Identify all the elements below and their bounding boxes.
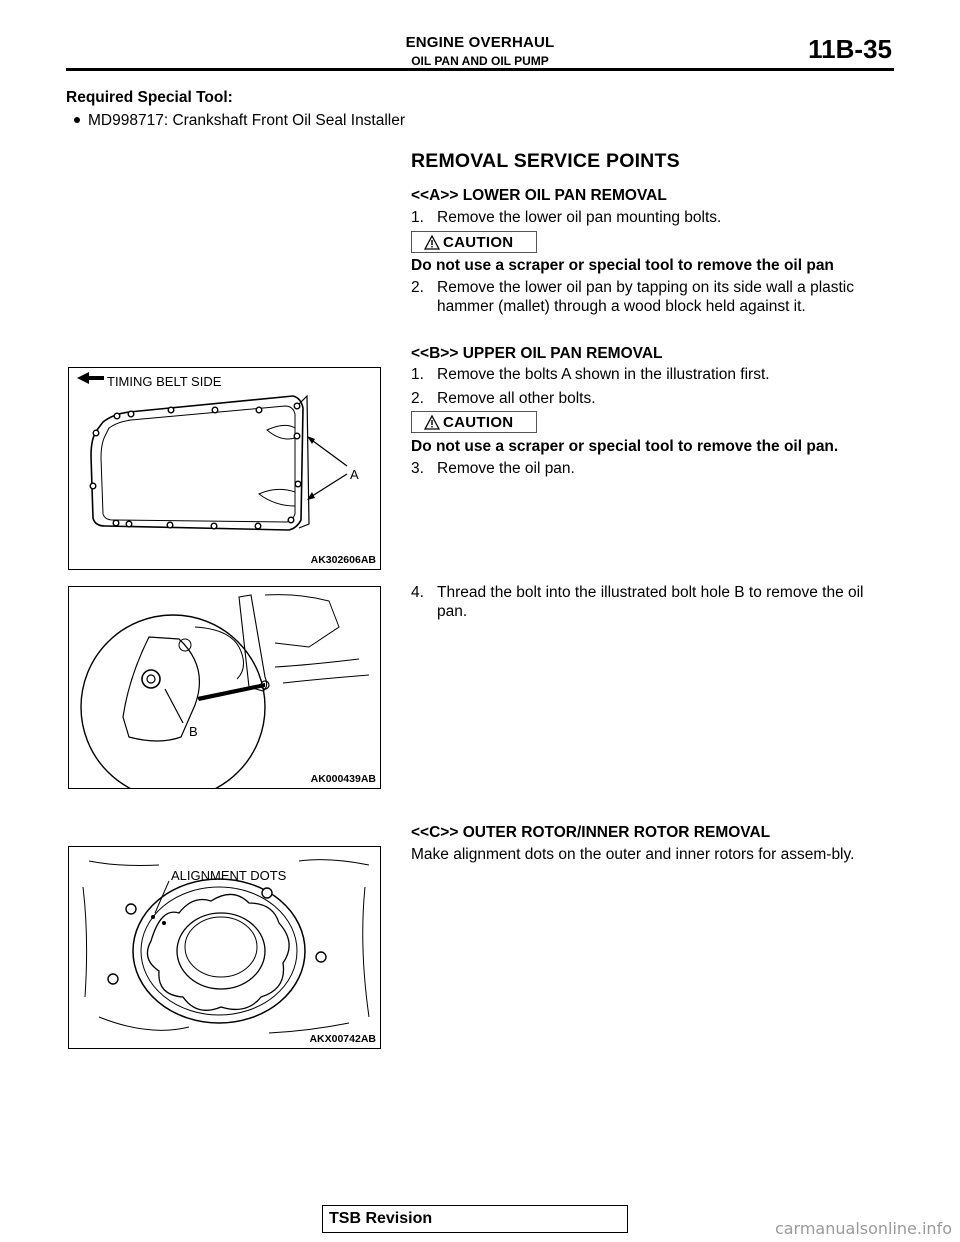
- b-step-4: [411, 583, 897, 621]
- section-c-text: Make alignment dots on the outer and inner rotors for assem-bly.: [411, 846, 855, 863]
- removal-heading: REMOVAL SERVICE POINTS: [411, 150, 680, 172]
- caution-label: CAUTION: [443, 233, 514, 251]
- b-step-3-text: Remove the oil pan.: [437, 460, 575, 477]
- step-number: 2.: [411, 390, 424, 407]
- figure-oil-pan-bolts: [68, 367, 381, 570]
- a-step-2: [411, 278, 897, 316]
- warning-triangle-icon: [424, 235, 440, 250]
- required-tool-item: [74, 111, 405, 130]
- page-number: 11B-35: [808, 34, 892, 64]
- watermark: carmanualsonline.info: [774, 1219, 952, 1238]
- figure-code: AK000439AB: [310, 773, 376, 785]
- caution-label: CAUTION: [443, 413, 514, 431]
- step-number: 4.: [411, 584, 424, 601]
- tsb-revision-label: TSB Revision: [329, 1210, 433, 1227]
- section-title: ENGINE OVERHAUL: [405, 34, 555, 51]
- step-number: 1.: [411, 209, 424, 226]
- caution-box-a: [411, 231, 537, 253]
- caution-text-a: Do not use a scraper or special tool to remove the oil pan: [411, 257, 834, 274]
- bullet-icon: [74, 117, 80, 123]
- figure-code: AKX00742AB: [309, 1033, 376, 1045]
- bolt-hole-illustration: [69, 587, 380, 788]
- figure-code: AK302606AB: [310, 554, 376, 566]
- figure-bolt-hole-b: [68, 586, 381, 789]
- callout-b: B: [189, 724, 198, 739]
- b-step-2: [411, 389, 891, 408]
- header-rule: [66, 68, 894, 71]
- step-number: 3.: [411, 460, 424, 477]
- step-number: 1.: [411, 366, 424, 383]
- oil-pan-illustration: [69, 368, 380, 569]
- b-step-4-text: Thread the bolt into the illustrated bolt hole B to remove the oil pan.: [437, 584, 864, 620]
- step-number: 2.: [411, 279, 424, 296]
- b-step-3: [411, 459, 891, 478]
- b-step-1: [411, 365, 891, 384]
- callout-a: A: [350, 467, 359, 482]
- section-c-heading: <<C>> OUTER ROTOR/INNER ROTOR REMOVAL: [411, 824, 771, 841]
- figure-label-alignment-dots: ALIGNMENT DOTS: [171, 868, 287, 883]
- b-step-1-text: Remove the bolts A shown in the illustration first.: [437, 366, 770, 383]
- figure-alignment-dots: [68, 846, 381, 1049]
- b-step-2-text: Remove all other bolts.: [437, 390, 596, 407]
- required-tool-heading: Required Special Tool:: [66, 89, 233, 106]
- caution-text-b: Do not use a scraper or special tool to remove the oil pan.: [411, 438, 839, 455]
- section-a-heading: <<A>> LOWER OIL PAN REMOVAL: [411, 187, 667, 204]
- warning-triangle-icon: [424, 415, 440, 430]
- tool-item-text: MD998717: Crankshaft Front Oil Seal Installer: [88, 112, 406, 129]
- a-step-1-text: Remove the lower oil pan mounting bolts.: [437, 209, 722, 226]
- section-b-heading: <<B>> UPPER OIL PAN REMOVAL: [411, 345, 663, 362]
- a-step-1: [411, 208, 891, 227]
- figure-label-timing-belt-side: TIMING BELT SIDE: [107, 374, 222, 389]
- a-step-2-text: Remove the lower oil pan by tapping on its side wall a plastic hammer (mallet) through a wood block held against it.: [437, 279, 855, 315]
- tsb-revision-box: [322, 1205, 628, 1233]
- subsection-title: OIL PAN AND OIL PUMP: [411, 54, 549, 68]
- caution-box-b: [411, 411, 537, 433]
